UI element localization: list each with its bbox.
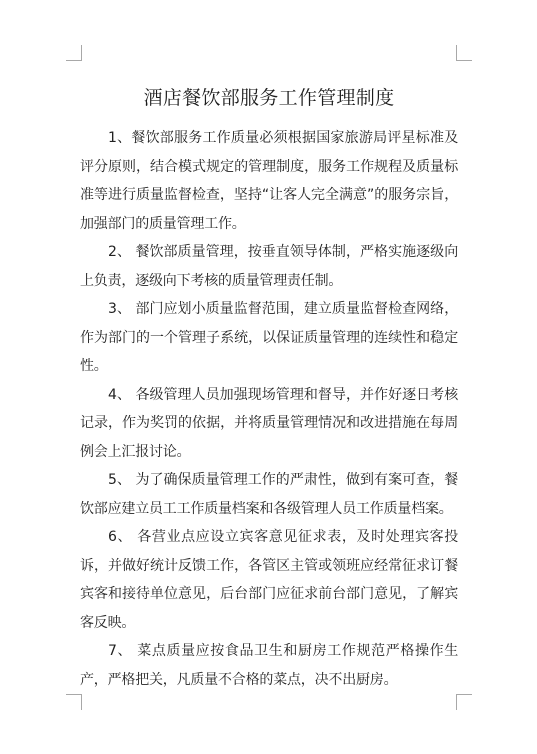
paragraph-7: 7、 菜点质量应按食品卫生和厨房工作规范严格操作生产，严格把关，凡质量不合格的菜点，决不出厨房。 xyxy=(80,643,458,688)
paragraph-4: 4、 各级管理人员加强现场管理和督导，并作好逐日考核记录，作为奖罚的依据，并将质量管理情况和改进措施在每周例会上汇报讨论。 xyxy=(80,386,458,460)
crop-mark-top-left xyxy=(66,45,82,61)
document-body xyxy=(80,84,458,694)
paragraph-3: 3、 部门应划小质量监督范围，建立质量监督检查网络，作为部门的一个管理子系统，以保证质量管理的连续性和稳定性。 xyxy=(80,301,458,374)
crop-mark-top-right xyxy=(456,45,472,61)
paragraph-6: 6、 各营业点应设立宾客意见征求表，及时处理宾客投诉，并做好统计反馈工作，各管区主管或领班应经常征求订餐宾客和接待单位意见，后台部门应征求前台部门意见，了解宾客反映。 xyxy=(80,529,458,631)
paragraph-2: 2、 餐饮部质量管理，按垂直领导体制，严格实施逐级向上负责，逐级向下考核的质量管理责任制。 xyxy=(80,244,458,289)
document-title: 酒店餐饮部服务工作管理制度 xyxy=(143,87,395,109)
paragraph-1: 1、餐饮部服务工作质量必须根据国家旅游局评星标准及评分原则，结合模式规定的管理制度，服务工作规程及质量标准等进行质量监督检查，坚持“让客人完全满意”的服务宗旨，加强部门的质量管理工作。 xyxy=(80,130,458,232)
paragraph-5: 5、 为了确保质量管理工作的严肃性，做到有案可查，餐饮部应建立员工工作质量档案和各级管理人员工作质量档案。 xyxy=(80,472,458,517)
crop-mark-bottom-left xyxy=(66,694,82,710)
crop-mark-bottom-right xyxy=(456,694,472,710)
